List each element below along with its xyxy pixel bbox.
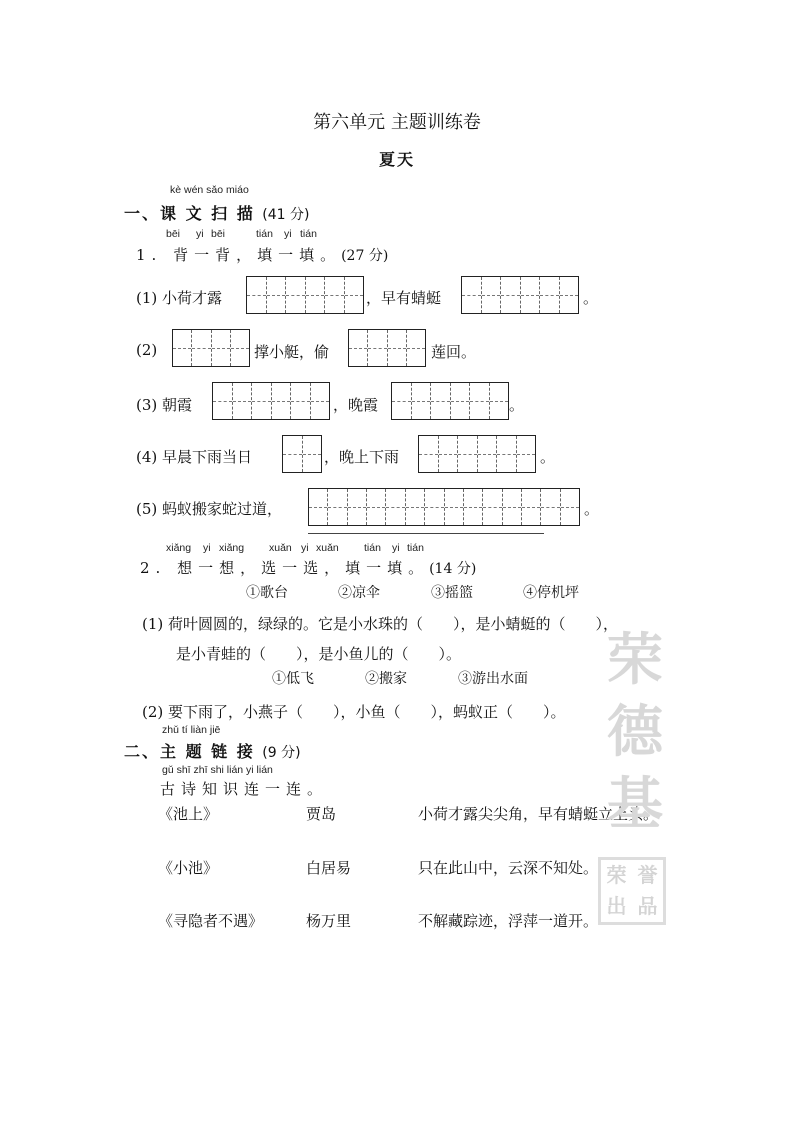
q3-label: 古诗知识连一连。 [160, 780, 329, 798]
q1-item5-num: (5) [136, 500, 158, 518]
q1-item4-blank2[interactable] [418, 435, 536, 473]
match-poem-3[interactable]: 《寻隐者不遇》 [158, 912, 264, 930]
q1-item1-blank1[interactable] [246, 276, 364, 314]
q2-pinyin-3: xiǎng [219, 542, 245, 554]
q2-option2-1: ①低飞 [272, 671, 314, 687]
q1-item2-text-a: 撑小艇，偷 [254, 343, 330, 361]
q2-pinyin-7: tián [364, 542, 381, 554]
q1-item2-blank2[interactable] [348, 329, 426, 367]
q2-option1-4: ④停机坪 [523, 585, 579, 601]
q2-pinyin-1: xiǎng [166, 542, 192, 554]
seal-char-4: 品 [637, 894, 658, 918]
q1-item3-num: (3) [136, 396, 158, 414]
section1-score: (41 分) [262, 207, 310, 223]
q1-item5-text-c: 。 [584, 500, 600, 518]
seal-char-2: 誉 [637, 863, 658, 887]
page-subtitle: 夏天 [378, 150, 415, 169]
q2-sub2: (2) 要下雨了，小燕子（ ），小鱼（ ），蚂蚁正（ ）。 [142, 703, 566, 721]
q1-item3-blank1[interactable] [212, 382, 330, 420]
q1-item3-text-a: 朝霞 [162, 396, 193, 414]
match-line-1[interactable]: 小荷才露尖尖角，早有蜻蜓立上头。 [418, 805, 659, 823]
q1-item1-prompt [136, 287, 222, 308]
section1-label: 一、课 文 扫 描 [124, 204, 255, 223]
section2-label: 二、主 题 链 接 [124, 742, 255, 761]
q2-pinyin-2: yi [203, 542, 211, 554]
q1-item1-text-a: 小荷才露 [162, 289, 223, 307]
seal-char-3: 出 [606, 894, 627, 918]
q2-pinyin-8: yi [392, 542, 400, 554]
q1-item3-text-c: 。 [509, 396, 525, 414]
q1-item4-num: (4) [136, 448, 158, 466]
q3-pinyin: gǔ shī zhī shi lián yi lián [162, 764, 273, 776]
q2-label: 2. 想一想，选一选，填一填。 [140, 559, 430, 577]
q1-item4-blank1[interactable] [282, 435, 322, 473]
q1-pinyin-5: yi [284, 228, 292, 240]
q2-pinyin-4: xuǎn [269, 542, 292, 554]
q1-item3-blank2[interactable] [391, 382, 509, 420]
q2-pinyin-5: yi [301, 542, 309, 554]
match-line-3[interactable]: 不解藏踪迹，浮萍一道开。 [418, 912, 599, 930]
q1-heading [136, 244, 388, 265]
section2-pinyin: zhǔ tí liàn jiē [162, 724, 221, 736]
q1-item1-text-b: ，早有蜻蜓 [366, 289, 442, 307]
q2-pinyin-9: tián [407, 542, 424, 554]
section2-heading [124, 739, 301, 762]
section1-heading [124, 201, 310, 224]
match-line-2[interactable]: 只在此山中，云深不知处。 [418, 859, 599, 877]
watermark [596, 625, 674, 841]
watermark-seal [598, 857, 666, 925]
q1-pinyin-2: yi [196, 228, 204, 240]
q1-item4-text-a: 早晨下雨当日 [162, 448, 253, 466]
q2-score: (14 分) [429, 561, 477, 577]
q1-item5-blank1[interactable] [308, 488, 580, 526]
q1-pinyin-3: bēi [211, 228, 226, 240]
q2-option2-3: ③游出水面 [458, 671, 528, 687]
watermark-char-1: 荣 [607, 628, 663, 693]
q2-sub1-line2: 是小青蛙的（ ），是小鱼儿的（ ）。 [176, 645, 462, 663]
watermark-char-2: 德 [607, 700, 663, 765]
q2-pinyin-6: xuǎn [316, 542, 339, 554]
seal-char-1: 荣 [606, 863, 627, 887]
match-author-1[interactable]: 贾岛 [306, 805, 337, 823]
q2-heading [140, 557, 476, 578]
match-poem-1[interactable]: 《池上》 [158, 805, 219, 823]
section2-score: (9 分) [262, 745, 301, 761]
q1-pinyin-6: tián [300, 228, 317, 240]
q2-option1-1: ①歌台 [246, 585, 288, 601]
q1-score: (27 分) [341, 248, 389, 264]
match-poem-2[interactable]: 《小池》 [158, 859, 219, 877]
section1-pinyin: kè wén sǎo miáo [170, 184, 249, 196]
q2-option2-2: ②搬家 [365, 671, 407, 687]
match-author-3[interactable]: 杨万里 [306, 912, 352, 930]
q1-pinyin-1: bēi [166, 228, 181, 240]
q2-option1-2: ②凉伞 [338, 585, 380, 601]
q1-item1-blank2[interactable] [461, 276, 579, 314]
q1-item4-prompt [136, 446, 252, 467]
q1-item5-underline [308, 533, 544, 534]
q1-item2-num: (2) [136, 341, 158, 359]
q1-label: 1. 背一背，填一填。 [136, 246, 342, 264]
q1-item4-text-c: 。 [540, 448, 556, 466]
match-author-2[interactable]: 白居易 [306, 859, 352, 877]
q2-option1-3: ③摇篮 [431, 585, 473, 601]
q1-item3-prompt [136, 394, 192, 415]
q1-item1-text-c: 。 [583, 289, 599, 307]
page-title: 第六单元 主题训练卷 [313, 112, 481, 133]
q1-item2-text-b: 莲回。 [431, 343, 477, 361]
q1-item5-prompt [136, 498, 282, 519]
q1-item2-blank1[interactable] [172, 329, 250, 367]
q1-item1-num: (1) [136, 289, 158, 307]
q1-item5-text-a: 蚂蚁搬家蛇过道， [162, 500, 283, 518]
watermark-char-3: 基 [607, 772, 663, 837]
q1-pinyin-4: tián [256, 228, 273, 240]
q2-sub1-line1: (1) 荷叶圆圆的，绿绿的。它是小水珠的（ ），是小蜻蜓的（ ）， [142, 615, 619, 633]
q1-item3-text-b: ，晚霞 [333, 396, 379, 414]
q1-item4-text-b: ，晚上下雨 [324, 448, 400, 466]
